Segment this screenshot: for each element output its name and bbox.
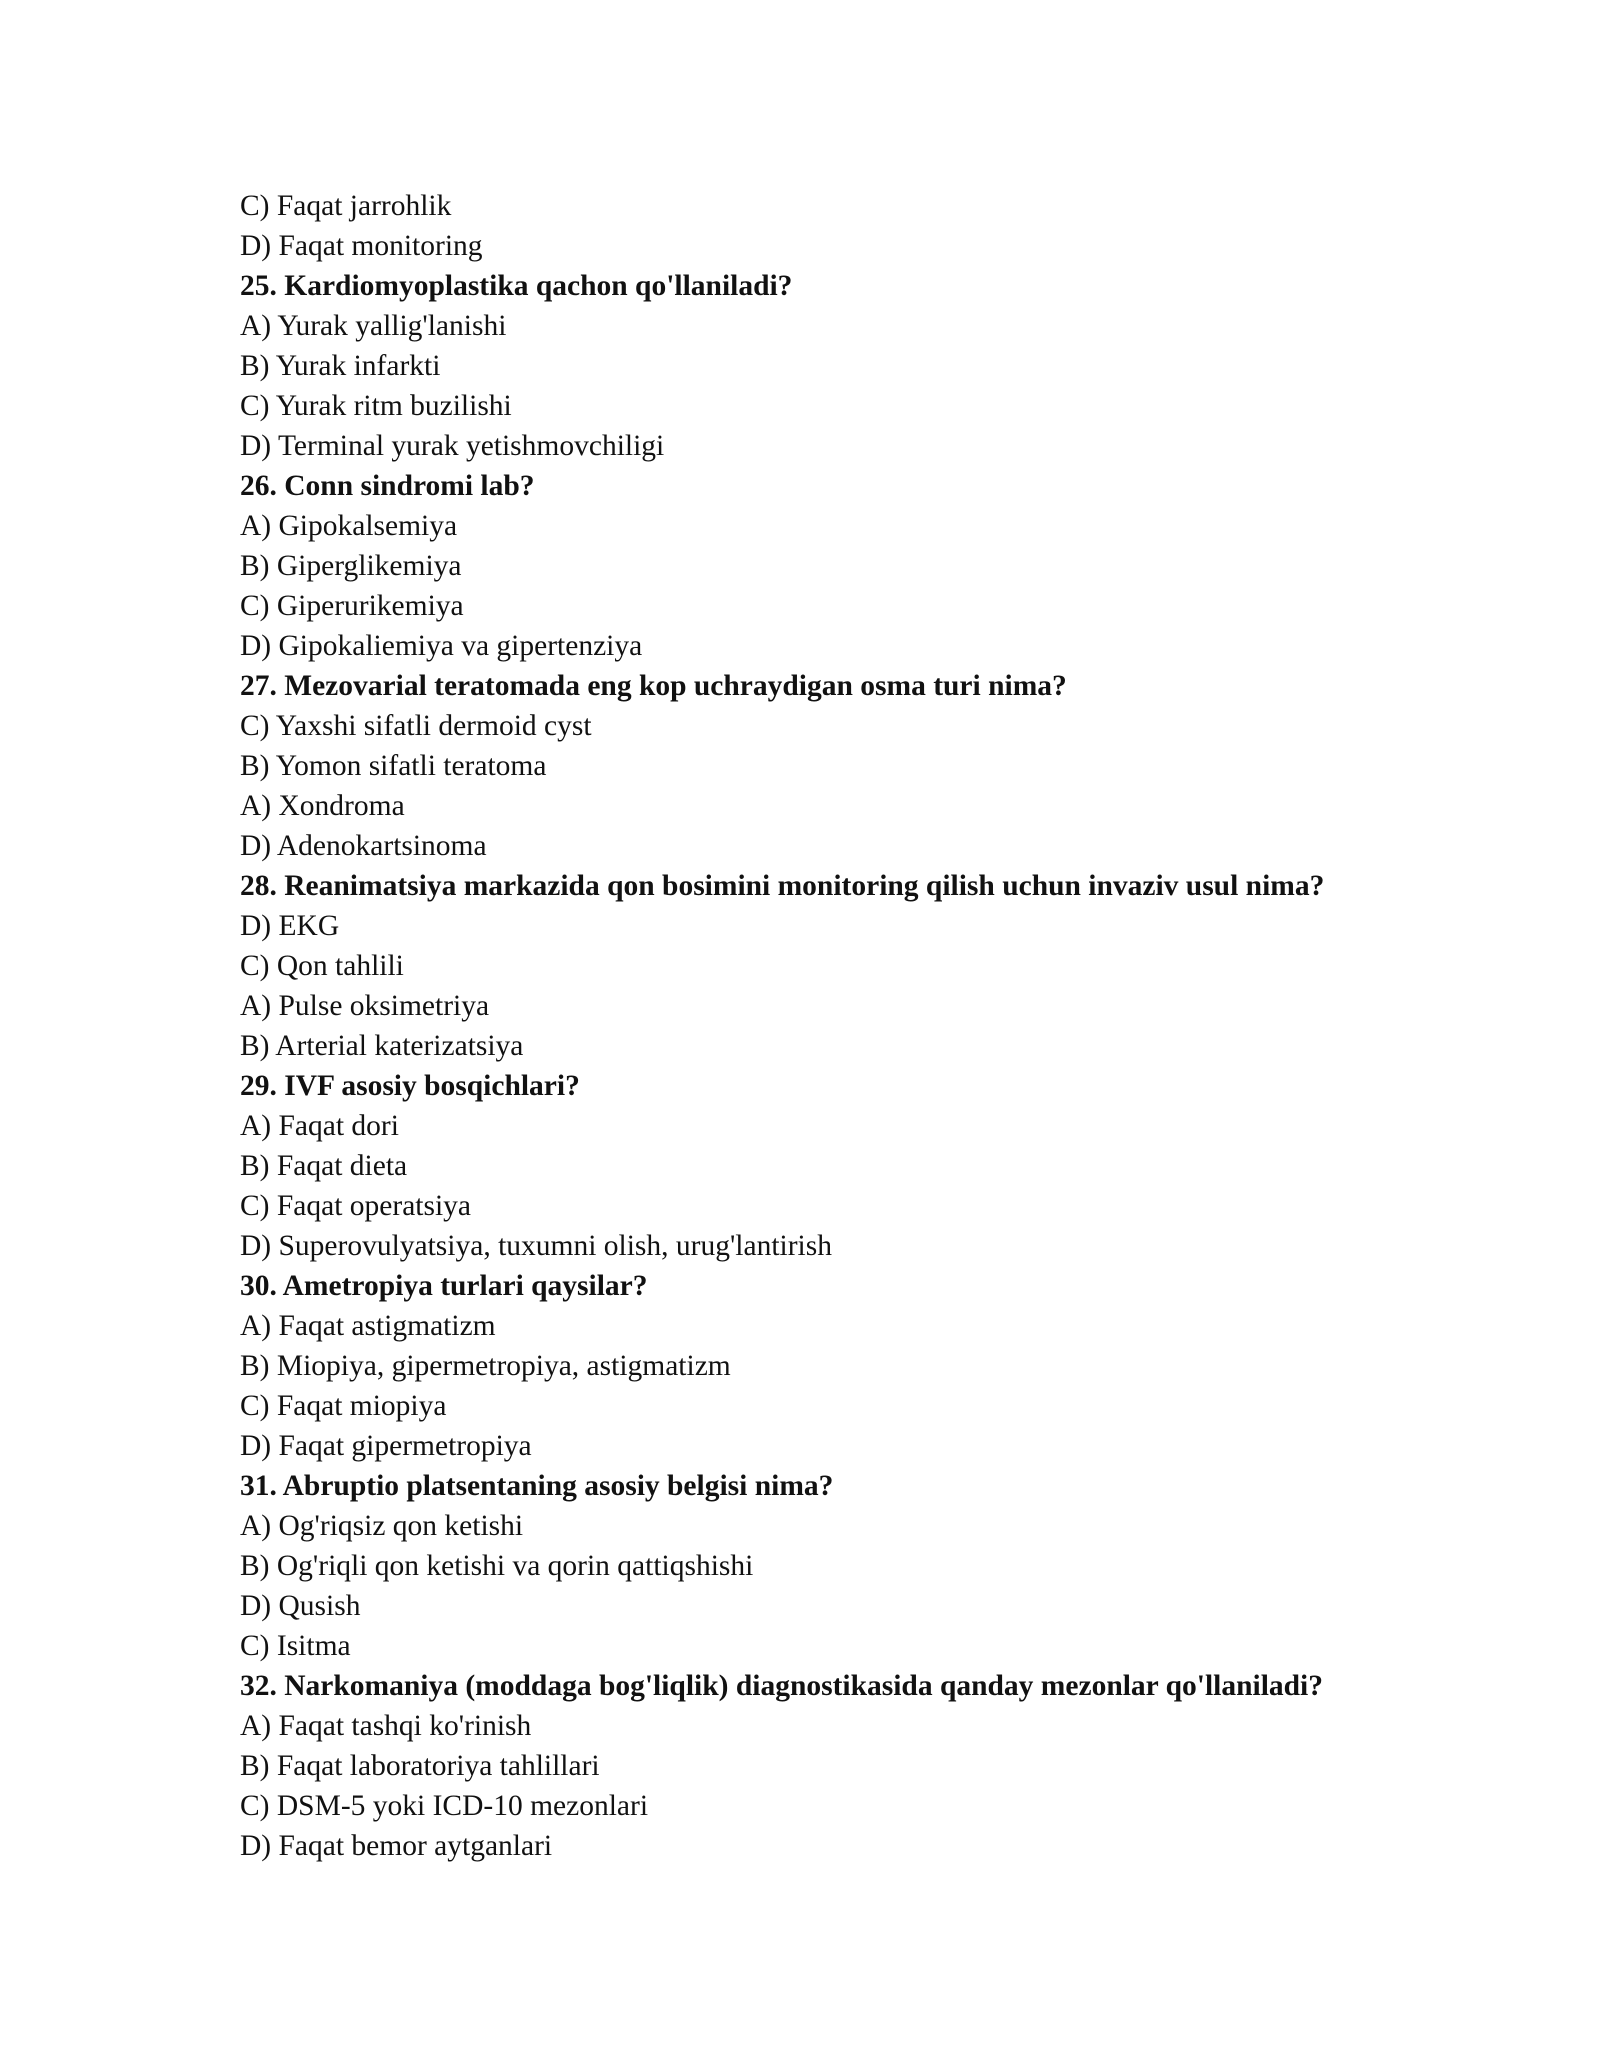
- answer-option: C) Isitma: [240, 1630, 351, 1662]
- answer-option: B) Giperglikemiya: [240, 550, 462, 582]
- answer-option: D) Qusish: [240, 1590, 361, 1622]
- answer-option: D) EKG: [240, 910, 340, 942]
- answer-option: C) Faqat miopiya: [240, 1390, 447, 1422]
- answer-option: A) Gipokalsemiya: [240, 510, 458, 542]
- question-32: 32. Narkomaniya (moddaga bog'liqlik) diagnostikasida qanday mezonlar qo'llaniladi?: [240, 1670, 1324, 1702]
- answer-option: D) Faqat monitoring: [240, 230, 483, 262]
- answer-option: D) Superovulyatsiya, tuxumni olish, urug'lantirish: [240, 1230, 832, 1262]
- answer-option: A) Faqat astigmatizm: [240, 1310, 496, 1342]
- answer-option: B) Arterial katerizatsiya: [240, 1030, 524, 1062]
- question-25: 25. Kardiomyoplastika qachon qo'llaniladi?: [240, 270, 793, 302]
- answer-option: D) Gipokaliemiya va gipertenziya: [240, 630, 643, 662]
- answer-option: C) Qon tahlili: [240, 950, 404, 982]
- question-29: 29. IVF asosiy bosqichlari?: [240, 1070, 580, 1102]
- answer-option: C) Faqat jarrohlik: [240, 190, 452, 222]
- question-30: 30. Ametropiya turlari qaysilar?: [240, 1270, 648, 1302]
- answer-option: D) Terminal yurak yetishmovchiligi: [240, 430, 665, 462]
- answer-option: C) Faqat operatsiya: [240, 1190, 472, 1222]
- question-27: 27. Mezovarial teratomada eng kop uchraydigan osma turi nima?: [240, 670, 1067, 702]
- answer-option: A) Yurak yallig'lanishi: [240, 310, 507, 342]
- answer-option: B) Yomon sifatli teratoma: [240, 750, 547, 782]
- answer-option: A) Pulse oksimetriya: [240, 990, 490, 1022]
- answer-option: B) Faqat laboratoriya tahlillari: [240, 1750, 600, 1782]
- answer-option: A) Faqat tashqi ko'rinish: [240, 1710, 532, 1742]
- answer-option: A) Og'riqsiz qon ketishi: [240, 1510, 524, 1542]
- question-31: 31. Abruptio platsentaning asosiy belgisi nima?: [240, 1470, 834, 1502]
- answer-option: B) Og'riqli qon ketishi va qorin qattiqshishi: [240, 1550, 754, 1582]
- answer-option: C) Giperurikemiya: [240, 590, 464, 622]
- answer-option: A) Xondroma: [240, 790, 405, 822]
- answer-option: C) DSM-5 yoki ICD-10 mezonlari: [240, 1790, 649, 1822]
- question-28: 28. Reanimatsiya markazida qon bosimini monitoring qilish uchun invaziv usul nima?: [240, 870, 1325, 902]
- answer-option: B) Yurak infarkti: [240, 350, 441, 382]
- answer-option: D) Faqat bemor aytganlari: [240, 1830, 553, 1862]
- answer-option: C) Yaxshi sifatli dermoid cyst: [240, 710, 592, 742]
- document-page: [240, 186, 1480, 1866]
- answer-option: D) Faqat gipermetropiya: [240, 1430, 532, 1462]
- answer-option: B) Miopiya, gipermetropiya, astigmatizm: [240, 1350, 731, 1382]
- answer-option: B) Faqat dieta: [240, 1150, 408, 1182]
- question-26: 26. Conn sindromi lab?: [240, 470, 535, 502]
- answer-option: C) Yurak ritm buzilishi: [240, 390, 512, 422]
- answer-option: D) Adenokartsinoma: [240, 830, 487, 862]
- answer-option: A) Faqat dori: [240, 1110, 399, 1142]
